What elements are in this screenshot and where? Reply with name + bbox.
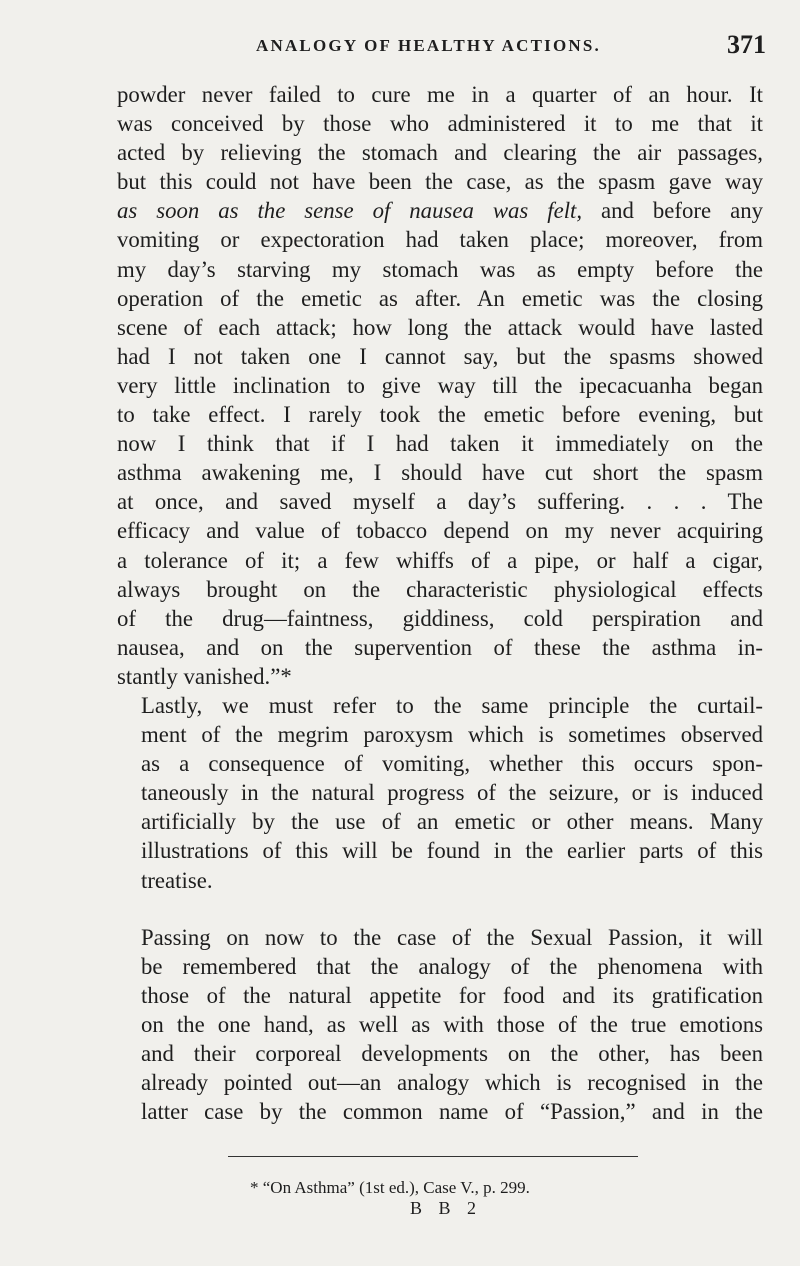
text-line: illustrations of this will be found in the earlier parts of this	[141, 838, 763, 864]
text-line: now I think that if I had taken it immediately on the	[117, 431, 763, 457]
text-line: taneously in the natural progress of the seizure, or is induced	[141, 780, 763, 806]
paragraph-megrim	[117, 691, 763, 895]
text-fragment: and before any	[582, 198, 763, 224]
body-text	[117, 80, 763, 1126]
text-line-italic	[117, 196, 763, 225]
paragraph-quotation	[117, 80, 763, 691]
text-line: of the drug—faintness, giddiness, cold perspiration and	[117, 605, 763, 631]
text-line: on the one hand, as well as with those of the true emotions	[141, 1011, 763, 1037]
page-number: 371	[727, 30, 766, 59]
text-line: but this could not have been the case, as the spasm gave way	[117, 169, 763, 195]
signature-mark: B B 2	[410, 1198, 483, 1218]
text-line: efficacy and value of tobacco depend on my never acquiring	[117, 518, 763, 544]
text-line: latter case by the common name of “Passion,” and in the	[141, 1099, 763, 1125]
text-line: those of the natural appetite for food and its gratification	[141, 982, 763, 1008]
text-line: always brought on the characteristic physiological effects	[117, 576, 763, 602]
text-line: asthma awakening me, I should have cut short the spasm	[117, 460, 763, 486]
text-line: stantly vanished.”*	[117, 663, 292, 689]
footnote-rule	[228, 1156, 638, 1157]
text-line: Passing on now to the case of the Sexual Passion, it will	[141, 924, 763, 950]
text-line: treatise.	[141, 867, 213, 893]
text-line: operation of the emetic as after. An emetic was the closing	[117, 285, 763, 311]
text-line: be remembered that the analogy of the phenomena with	[141, 953, 763, 979]
text-line: powder never failed to cure me in a quarter of an hour. It	[117, 82, 763, 107]
text-line: vomiting or expectoration had taken place; moreover, from	[117, 227, 763, 253]
paragraph-sexual-passion	[117, 923, 763, 1127]
text-line: had I not taken one I cannot say, but the spasms showed	[117, 343, 763, 369]
text-line: scene of each attack; how long the attack would have lasted	[117, 314, 763, 340]
italic-phrase: as soon as the sense of nausea was felt,	[117, 198, 583, 224]
text-line: Lastly, we must refer to the same principle the curtail-	[141, 692, 763, 718]
text-line: artificially by the use of an emetic or other means. Many	[141, 809, 763, 835]
text-line: ment of the megrim paroxysm which is sometimes observed	[141, 722, 763, 748]
text-line: my day’s starving my stomach was as empty before the	[117, 256, 763, 282]
running-head	[118, 30, 766, 64]
text-line: and their corporeal developments on the other, has been	[141, 1041, 763, 1066]
text-line: acted by relieving the stomach and clearing the air passages,	[117, 140, 763, 166]
text-line: at once, and saved myself a day’s suffering. . . . The	[117, 489, 763, 515]
text-line: was conceived by those who administered it to me that it	[117, 111, 763, 137]
text-line: very little inclination to give way till the ipecacuanha began	[117, 372, 763, 398]
footnote: * “On Asthma” (1st ed.), Case V., p. 299.	[250, 1178, 530, 1197]
text-line: a tolerance of it; a few whiffs of a pipe, or half a cigar,	[117, 547, 763, 573]
text-line: already pointed out—an analogy which is recognised in the	[141, 1070, 763, 1096]
text-line: as a consequence of vomiting, whether this occurs spon-	[141, 751, 763, 777]
text-line: to take effect. I rarely took the emetic before evening, but	[117, 402, 763, 428]
text-line: nausea, and on the supervention of these the asthma in-	[117, 634, 763, 660]
running-head-title: ANALOGY OF HEALTHY ACTIONS.	[256, 36, 601, 55]
